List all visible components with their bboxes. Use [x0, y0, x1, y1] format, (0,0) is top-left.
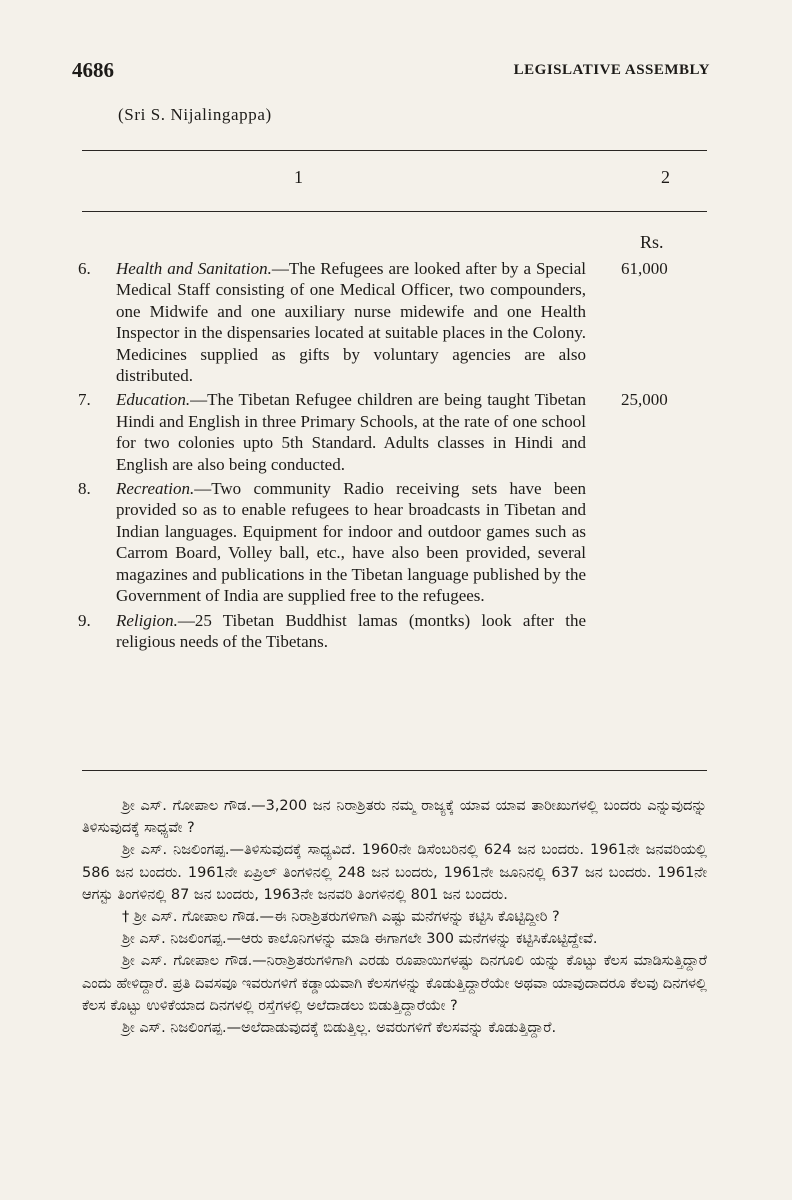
kannada-paragraph: ಶ್ರೀ ಎಸ್. ನಿಜಲಿಂಗಪ್ಪ.—ಅಲೆದಾಡುವುದಕ್ಕೆ ಬಿಡುತ್ತಿಲ್ಲ. ಅವರುಗಳಿಗೆ ಕೆಲಸವನ್ನು ಕೊಡುತ್ತಿದ್ದಾರೆ.: [122, 1020, 557, 1037]
column-header-2: 2: [661, 167, 670, 187]
table-bottom-rule: [82, 770, 707, 771]
item-text: —Two community Radio receiving sets have been provided so as to enable refugees to hear broadcasts in Tibetan and Indian languages. Equipment for indoor and outdoor games such as Carrom Board, Volley ball, etc., have also been provided, several magazines and publications in the Tibetan language published by the Government of India are supplied free to the refugees.: [116, 479, 586, 606]
kannada-paragraph: ಶ್ರೀ ಎಸ್. ಗೋಪಾಲ ಗೌಡ.—ನಿರಾಶ್ರಿತರುಗಳಿಗಾಗಿ ಎರಡು ರೂಪಾಯಿಗಳಷ್ಟು ದಿನಗೂಲಿ ಯನ್ನು ಕೊಟ್ಟು ಕೆಲಸ ಮಾಡಿಸುತ್ತಿದ್ದಾರೆ ಎಂದು ಹೇಳಿದ್ದಾರೆ. ಪ್ರತಿ ದಿವಸವೂ ಇವರುಗಳಿಗೆ ಕಡ್ಡಾಯವಾಗಿ ಕೆಲಸಗಳನ್ನು ಕೊಡುತ್ತಿದ್ದಾರೆಯೇ ಅಥವಾ ಯಾವುದಾದರೂ ಕೆಲವು ದಿನಗಳಲ್ಲಿ ಕೆಲಸ ಕೊಟ್ಟು ಉಳಿಕೆಯಾದ ದಿನಗಳಲ್ಲಿ ರಸ್ತೆಗಳಲ್ಲಿ ಅಲೆದಾಡಲು ಬಿಡುತ್ತಿದ್ದಾರೆಯೇ ?: [82, 953, 707, 1014]
item-title: Religion.: [116, 610, 178, 630]
table-row: [78, 389, 708, 475]
kannada-paragraph: † ಶ್ರೀ ಎಸ್. ಗೋಪಾಲ ಗೌಡ.—ಈ ನಿರಾಶ್ರಿತರುಗಳಿಗಾಗಿ ಎಷ್ಟು ಮನೆಗಳನ್ನು ಕಟ್ಟಿಸಿ ಕೊಟ್ಟಿದ್ದೀರಿ ?: [122, 909, 560, 926]
kannada-paragraph: ಶ್ರೀ ಎಸ್. ನಿಜಲಿಂಗಪ್ಪ.—ತಿಳಿಸುವುದಕ್ಕೆ ಸಾಧ್ಯವಿದೆ. 1960ನೇ ಡಿಸೆಂಬರಿನಲ್ಲಿ 624 ಜನ ಬಂದರು. 1961ನೇ ಜನವರಿಯಲ್ಲಿ 586 ಜನ ಬಂದರು. 1961ನೇ ಏಪ್ರಿಲ್ ತಿಂಗಳಿನಲ್ಲಿ 248 ಜನ ಬಂದರು, 1961ನೇ ಜೂನಿನಲ್ಲಿ 637 ಜನ ಬಂದರು. 1961ನೇ ಆಗಸ್ಟು ತಿಂಗಳಿನಲ್ಲಿ 87 ಜನ ಬಂದರು, 1963ನೇ ಜನವರಿ ತಿಂಗಳಿನಲ್ಲಿ 801 ಜನ ಬಂದರು.: [82, 842, 707, 903]
page-number: 4686: [72, 58, 114, 82]
kannada-proceedings: [82, 795, 707, 1039]
table-top-rule: [82, 150, 707, 151]
item-text: —The Refugees are looked after by a Special Medical Staff consisting of one Medical Officer, two compounders, one Midwife and one auxiliary nurse midewife and one Health Inspector in the dispensaries located at suitable places in the Colony. Medicines supplied as gifts by voluntary agencies are also distributed.: [116, 259, 586, 386]
page-header: [72, 58, 710, 88]
speaker-attribution: (Sri S. Nijalingappa): [118, 105, 272, 124]
item-title: Education.: [116, 390, 191, 410]
item-title: Recreation.: [116, 479, 195, 499]
table-row: [78, 258, 708, 386]
kannada-paragraph: ಶ್ರೀ ಎಸ್. ನಿಜಲಿಂಗಪ್ಪ.—ಆರು ಕಾಲೊನಿಗಳನ್ನು ಮಾಡಿ ಈಗಾಗಲೇ 300 ಮನೆಗಳನ್ನು ಕಟ್ಟಿಸಿಕೊಟ್ಟಿದ್ದೇವೆ.: [122, 931, 598, 948]
item-text: —The Tibetan Refugee children are being taught Tibetan Hindi and English in three Primary Schools, at the rate of one school for two colonies upto 5th Standard. Adults classes in Hindi and English are also being conducted.: [116, 390, 586, 474]
item-number: 9.: [78, 610, 91, 630]
item-number: 7.: [78, 390, 91, 410]
column-header-1: 1: [294, 167, 303, 187]
kannada-paragraph: ಶ್ರೀ ಎಸ್. ಗೋಪಾಲ ಗೌಡ.—3,200 ಜನ ನಿರಾಶ್ರಿತರು ನಮ್ಮ ರಾಜ್ಯಕ್ಕೆ ಯಾವ ಯಾವ ತಾರೀಖುಗಳಲ್ಲಿ ಬಂದರು ಎನ್ನುವುದನ್ನು ತಿಳಿಸುವುದಕ್ಕೆ ಸಾಧ್ಯವೇ ?: [82, 798, 707, 837]
currency-label: Rs.: [640, 232, 664, 252]
item-amount: 61,000: [621, 259, 668, 278]
item-title: Health and Sanitation.: [116, 259, 272, 278]
item-amount: 25,000: [621, 390, 668, 410]
item-description: [116, 478, 586, 606]
item-description: [116, 258, 586, 386]
item-number: 6.: [78, 259, 91, 278]
table-row: [78, 478, 708, 606]
item-number: 8.: [78, 479, 91, 499]
table-items: [78, 258, 708, 655]
table-row: [78, 610, 708, 653]
item-text: —25 Tibetan Buddhist lamas (montks) look after the religious needs of the Tibetans.: [116, 610, 586, 651]
item-description: [116, 610, 586, 653]
header-bottom-rule: [82, 211, 707, 212]
item-description: [116, 389, 586, 475]
running-head: LEGISLATIVE ASSEMBLY: [513, 62, 710, 78]
